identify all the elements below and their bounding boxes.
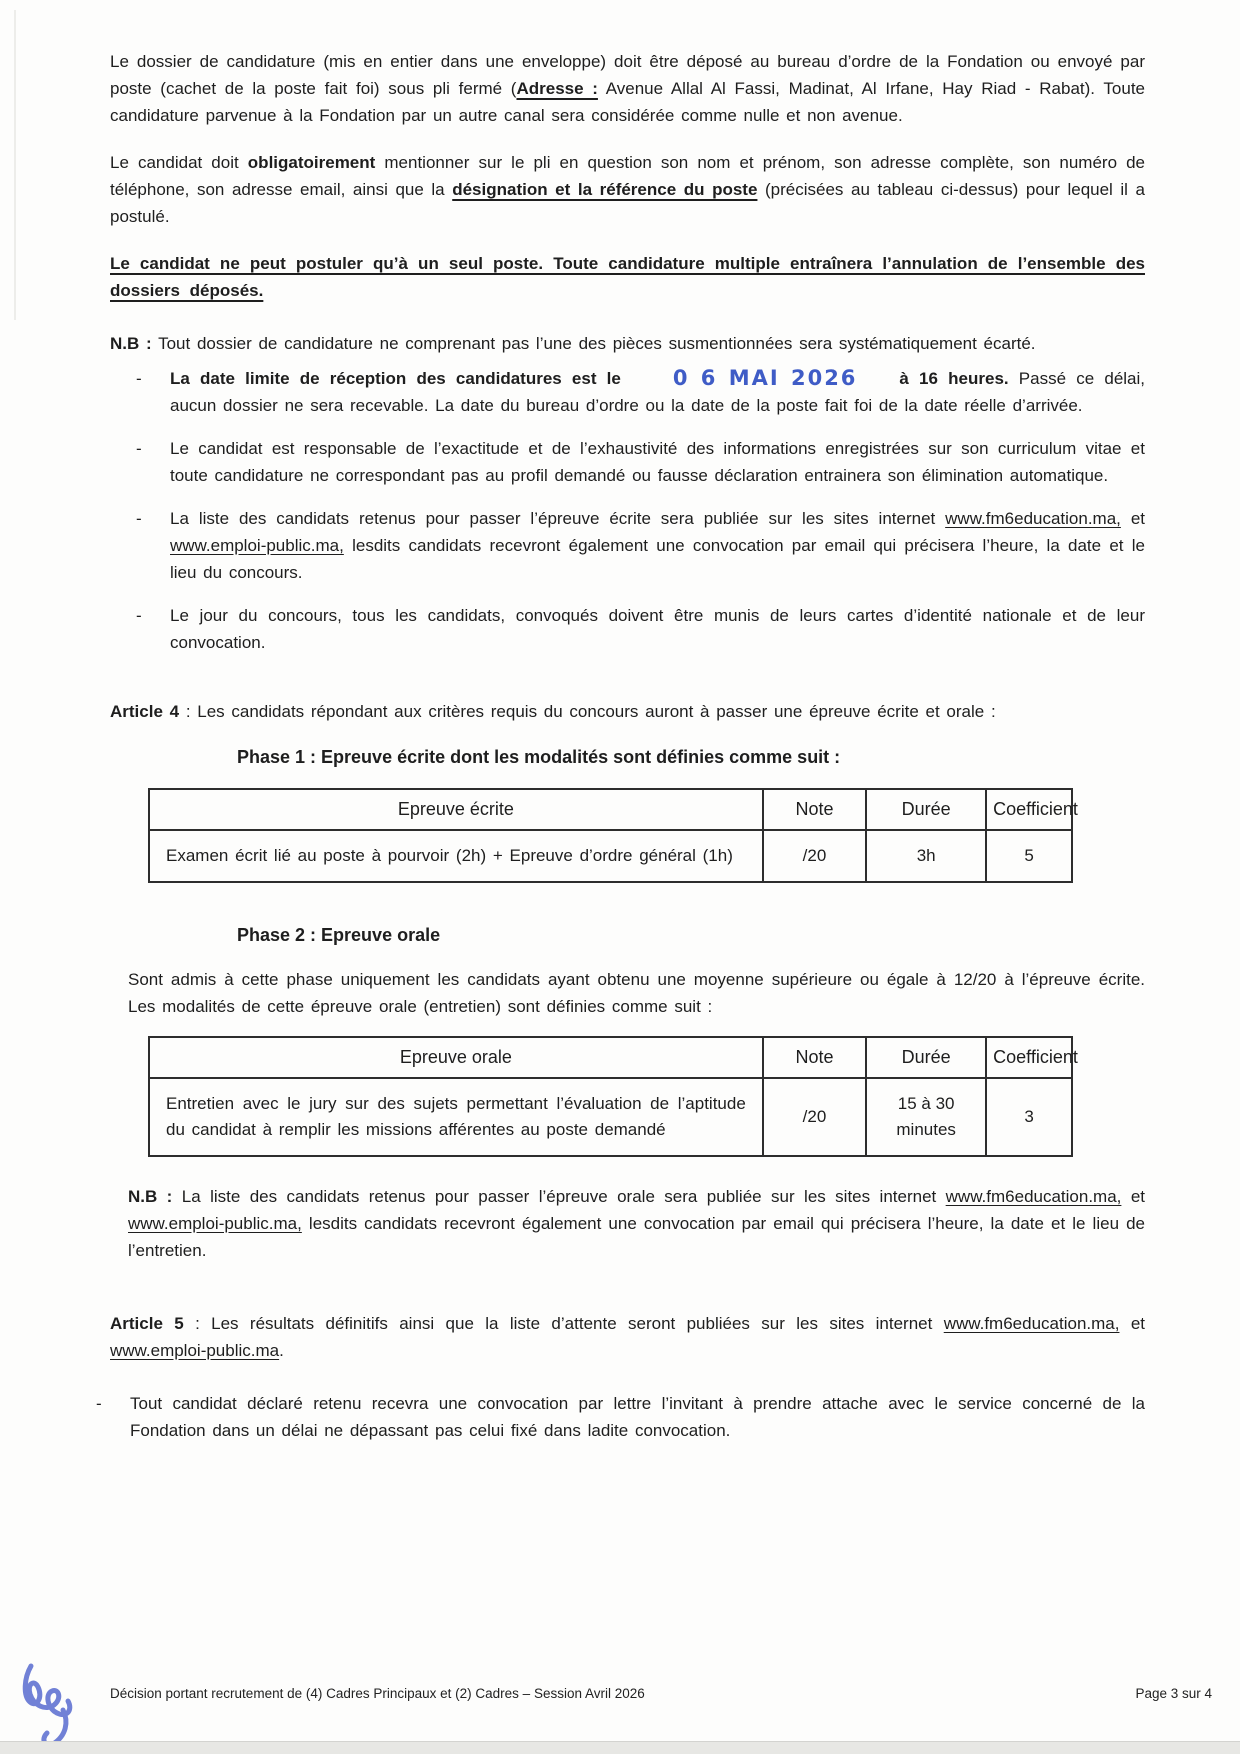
bullet-dash-icon: - bbox=[136, 369, 142, 388]
col-header-epreuve-orale: Epreuve orale bbox=[149, 1037, 763, 1078]
paragraph-mentions-pli bbox=[110, 149, 1145, 230]
bullet-dash-icon: - bbox=[96, 1394, 102, 1413]
adresse-label: Adresse : bbox=[516, 79, 598, 98]
footer-page-number: Page 3 sur 4 bbox=[1135, 1686, 1212, 1701]
col-header-epreuve-ecrite: Epreuve écrite bbox=[149, 789, 763, 830]
col-header-duree: Durée bbox=[866, 1037, 986, 1078]
text-run: (précisées au tableau ci-dessus) pour lequel il a postulé. bbox=[110, 180, 1145, 226]
bullet-text: Le candidat est responsable de l’exactitude et de l’exhaustivité des informations enregistrées sur son curriculum vitae et toute candidature ne correspondant pas au profil demandé ou fausse déclaration entrainera son élimination automatique. bbox=[170, 439, 1145, 485]
text-run: lesdits candidats recevront également une convocation par email qui précisera l’heure, la date et le lieu du concours. bbox=[170, 536, 1145, 582]
date-limite-emphasis: La date limite de réception des candidatures est le bbox=[170, 369, 621, 388]
text-run: : Les candidats répondant aux critères requis du concours auront à passer une épreuve écrite et orale : bbox=[179, 702, 996, 721]
table-epreuve-ecrite bbox=[148, 788, 1078, 883]
text-run: La liste des candidats retenus pour passer l’épreuve écrite sera publiée sur les sites internet bbox=[170, 509, 946, 528]
bullet-liste-candidats-ecrit bbox=[136, 505, 1145, 586]
nb-label: N.B : bbox=[110, 334, 152, 353]
article-4-paragraph bbox=[110, 698, 1145, 725]
article-5-label: Article 5 bbox=[110, 1314, 184, 1333]
text-run: mentionner sur le pli en question son nom et prénom, son adresse complète, son numéro de téléphone, son adresse email, ainsi que la bbox=[110, 153, 1146, 199]
text-run: Le candidat doit bbox=[110, 153, 248, 172]
bullet-dash-icon: - bbox=[136, 606, 142, 625]
article-4-label: Article 4 bbox=[110, 702, 180, 721]
col-header-note: Note bbox=[763, 789, 866, 830]
bullet-text: Tout candidat déclaré retenu recevra une convocation par lettre l’invitant à prendre attache avec le service concerné de la Fondation dans un délai ne dépassant pas celui fixé dans ladite convocation. bbox=[130, 1394, 1145, 1440]
text-run: et bbox=[1121, 1187, 1145, 1206]
footer-document-title: Décision portant recrutement de (4) Cadres Principaux et (2) Cadres – Session Avril 2026 bbox=[110, 1686, 645, 1701]
text-run: Tout dossier de candidature ne comprenant pas l’une des pièces susmentionnées sera systématiquement écarté. bbox=[151, 334, 1036, 353]
nb-label: N.B : bbox=[128, 1187, 173, 1206]
obligatoirement-emphasis: obligatoirement bbox=[247, 153, 376, 172]
text-run: Passé ce délai, aucun dossier ne sera recevable. La date du bureau d’ordre ou la date de la poste fait foi de la date réelle d’arrivée. bbox=[170, 369, 1146, 415]
heure-limite-emphasis: à 16 heures. bbox=[899, 369, 1009, 388]
text-run: et bbox=[1120, 509, 1145, 528]
table-row bbox=[149, 830, 1072, 882]
cell-note: /20 bbox=[763, 830, 866, 882]
paragraph-nb-pieces bbox=[110, 330, 1145, 357]
table-header-row bbox=[149, 1037, 1072, 1078]
phase-2-heading: Phase 2 : Epreuve orale bbox=[237, 925, 441, 945]
bullet-jour-concours bbox=[136, 602, 1145, 656]
paragraph-nb-epreuve-orale bbox=[128, 1183, 1145, 1264]
fm6education-link: www.fm6education.ma, bbox=[943, 1314, 1120, 1333]
nb-bullet-list bbox=[110, 365, 1145, 656]
bullet-exactitude-cv bbox=[136, 435, 1145, 489]
text-run: lesdits candidats recevront également une convocation par email qui précisera l’heure, la date et le lieu de l’entretien. bbox=[128, 1214, 1145, 1260]
bullet-date-limite bbox=[136, 365, 1145, 419]
text-run: Le dossier de candidature (mis en entier dans une enveloppe) doit être déposé au bureau d’ordre de la Fondation ou envoyé par poste (cachet de la poste fait foi) sous pli fermé ( bbox=[110, 52, 1145, 98]
table-row bbox=[149, 1078, 1072, 1156]
phase-2-intro-paragraph: Sont admis à cette phase uniquement les candidats ayant obtenu une moyenne supérieure ou égale à 12/20 à l’épreuve écrite. Les modalités de cette épreuve orale (entretien) sont définies comme suit : bbox=[128, 970, 1145, 1016]
bullet-text: Le jour du concours, tous les candidats, convoqués doivent être munis de leurs cartes d’identité nationale et de leur convocation. bbox=[170, 606, 1145, 652]
text-run: : Les résultats définitifs ainsi que la liste d’attente seront publiées sur les sites internet bbox=[183, 1314, 944, 1333]
fm6education-link: www.fm6education.ma, bbox=[945, 1187, 1122, 1206]
signature-paraph bbox=[16, 1660, 88, 1752]
bullet-text bbox=[170, 505, 1145, 586]
emploi-public-link: www.emploi-public.ma, bbox=[128, 1214, 302, 1233]
cell-note: /20 bbox=[763, 1078, 866, 1156]
cell-duree: 15 à 30 minutes bbox=[866, 1078, 986, 1156]
emploi-public-link: www.emploi-public.ma, bbox=[170, 536, 344, 555]
text-run: La liste des candidats retenus pour passer l’épreuve orale sera publiée sur les sites internet bbox=[172, 1187, 946, 1206]
table-epreuve-orale bbox=[148, 1036, 1078, 1157]
designation-reference-emphasis: désignation et la référence du poste bbox=[452, 180, 758, 199]
text-run: Avenue Allal Al Fassi, Madinat, Al Irfane, Hay Riad - Rabat). Toute candidature parvenue à la Fondation par un autre canal sera considérée comme nulle et non avenue. bbox=[110, 79, 1145, 125]
cell-coefficient: 3 bbox=[986, 1078, 1072, 1156]
cell-duree: 3h bbox=[866, 830, 986, 882]
bullet-dash-icon: - bbox=[136, 509, 142, 528]
bullet-convocation-lettre bbox=[96, 1390, 1145, 1444]
paragraph-depot-dossier bbox=[110, 48, 1145, 129]
cell-epreuve-ecrite: Examen écrit lié au poste à pourvoir (2h) + Epreuve d’ordre général (1h) bbox=[149, 830, 763, 882]
text-run: . bbox=[279, 1341, 284, 1360]
col-header-coefficient: Coefficient bbox=[986, 1037, 1072, 1078]
bullet-dash-icon: - bbox=[136, 439, 142, 458]
col-header-duree: Durée bbox=[866, 789, 986, 830]
cell-coefficient: 5 bbox=[986, 830, 1072, 882]
date-stamp: 0 6 MAI 2026 bbox=[672, 366, 858, 390]
col-header-coefficient: Coefficient bbox=[986, 789, 1072, 830]
phase-1-heading: Phase 1 : Epreuve écrite dont les modalités sont définies comme suit : bbox=[237, 747, 841, 767]
page-footer bbox=[110, 1686, 1212, 1701]
emploi-public-link: www.emploi-public.ma bbox=[110, 1341, 280, 1360]
article-5-paragraph bbox=[110, 1310, 1145, 1364]
scan-edge-bottom bbox=[0, 1741, 1240, 1754]
col-header-note: Note bbox=[763, 1037, 866, 1078]
cell-epreuve-orale: Entretien avec le jury sur des sujets permettant l’évaluation de l’aptitude du candidat à remplir les missions afférentes au poste demandé bbox=[149, 1078, 763, 1156]
bullet-text bbox=[170, 365, 1145, 419]
text-run: et bbox=[1119, 1314, 1145, 1333]
table-header-row bbox=[149, 789, 1072, 830]
fm6education-link: www.fm6education.ma, bbox=[945, 509, 1121, 528]
paragraph-seul-poste: Le candidat ne peut postuler qu’à un seul poste. Toute candidature multiple entraînera l’annulation de l’ensemble des dossiers déposés. bbox=[110, 254, 1145, 300]
